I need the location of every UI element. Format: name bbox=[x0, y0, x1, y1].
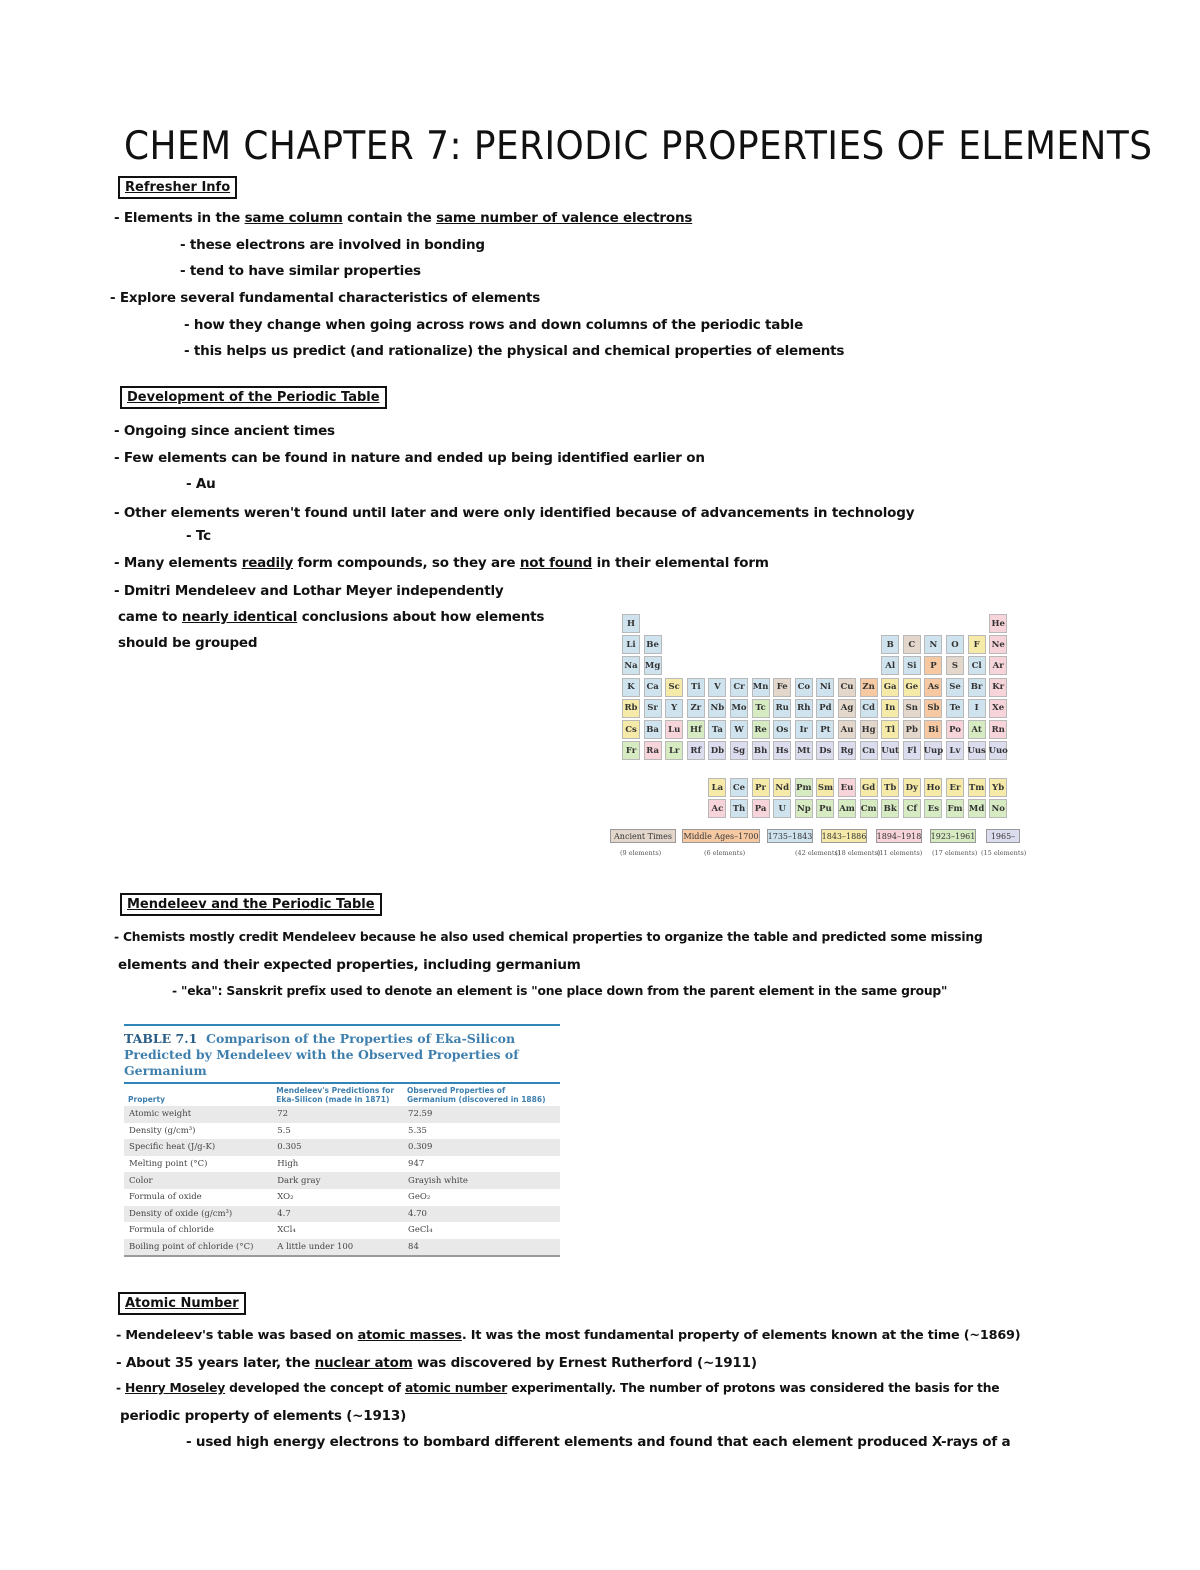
element-cell: Be bbox=[644, 635, 662, 654]
element-cell: Cn bbox=[860, 741, 878, 760]
element-cell: Kr bbox=[989, 678, 1007, 697]
element-cell: Y bbox=[665, 699, 683, 718]
mendeleev-line-3: - "eka": Sanskrit prefix used to denote an element is "one place down from the parent element in the same group" bbox=[172, 984, 948, 998]
text-fragment: - Elements in the bbox=[114, 210, 245, 226]
element-cell: In bbox=[881, 699, 899, 718]
legend-swatch: 1965– bbox=[986, 829, 1020, 843]
legend-count: (17 elements) bbox=[932, 849, 978, 857]
element-cell: Uut bbox=[881, 741, 899, 760]
table-cell: GeCl₄ bbox=[408, 1225, 433, 1236]
table-cell: Melting point (°C) bbox=[129, 1159, 208, 1170]
development-line-8 bbox=[118, 609, 544, 625]
table-row bbox=[124, 1139, 560, 1156]
text-fragment: - bbox=[116, 1381, 125, 1395]
underlined-phrase: atomic masses bbox=[357, 1328, 462, 1343]
comparison-table bbox=[124, 1082, 560, 1257]
element-cell: Si bbox=[903, 656, 921, 675]
underlined-phrase: Henry Moseley bbox=[125, 1381, 226, 1395]
atomic-line-5: - used high energy electrons to bombard different elements and found that each element produced X-rays of a bbox=[186, 1434, 1011, 1450]
element-cell: Ta bbox=[708, 720, 726, 739]
column-header: Mendeleev's Predictions for Eka-Silicon (made in 1871) bbox=[276, 1086, 395, 1104]
development-line-6 bbox=[114, 555, 769, 571]
table-row bbox=[124, 1156, 560, 1173]
element-cell: Er bbox=[946, 778, 964, 797]
element-cell: Ge bbox=[903, 678, 921, 697]
element-cell: H bbox=[622, 614, 640, 633]
table-row bbox=[124, 1206, 560, 1223]
element-cell: Cu bbox=[838, 678, 856, 697]
element-cell: Ga bbox=[881, 678, 899, 697]
element-cell: Fr bbox=[622, 741, 640, 760]
element-cell: F bbox=[968, 635, 986, 654]
text-fragment: in their elemental form bbox=[592, 555, 769, 571]
text-fragment: form compounds, so they are bbox=[292, 555, 520, 571]
element-cell: Br bbox=[968, 678, 986, 697]
table-cell: GeO₂ bbox=[408, 1192, 431, 1203]
element-cell: Sm bbox=[816, 778, 834, 797]
element-cell: Xe bbox=[989, 699, 1007, 718]
table-cell: Density of oxide (g/cm³) bbox=[124, 1206, 272, 1223]
element-cell: Eu bbox=[838, 778, 856, 797]
table-cell: Formula of oxide bbox=[129, 1192, 202, 1203]
table-cell: 4.7 bbox=[272, 1206, 403, 1223]
refresher-line-4: - Explore several fundamental characteristics of elements bbox=[110, 290, 541, 306]
element-cell: Ag bbox=[838, 699, 856, 718]
element-cell: Tm bbox=[968, 778, 986, 797]
element-cell: Au bbox=[838, 720, 856, 739]
element-cell: Te bbox=[946, 699, 964, 718]
development-line-1: - Ongoing since ancient times bbox=[114, 423, 335, 439]
table-cell: Boiling point of chloride (°C) bbox=[124, 1239, 272, 1257]
element-cell: Rg bbox=[838, 741, 856, 760]
element-cell: Gd bbox=[860, 778, 878, 797]
column-header: Observed Properties of Germanium (discovered in 1886) bbox=[407, 1086, 546, 1104]
table-cell: A little under 100 bbox=[272, 1239, 403, 1257]
element-cell: Uup bbox=[924, 741, 942, 760]
element-cell: Tc bbox=[752, 699, 770, 718]
element-cell: V bbox=[708, 678, 726, 697]
table-cell: 0.305 bbox=[272, 1139, 403, 1156]
periodic-table-figure bbox=[614, 612, 1040, 872]
element-cell: B bbox=[881, 635, 899, 654]
element-cell: Se bbox=[946, 678, 964, 697]
element-cell: P bbox=[924, 656, 942, 675]
element-cell: Rb bbox=[622, 699, 640, 718]
text-fragment: was discovered by Ernest Rutherford (~1911) bbox=[412, 1355, 757, 1371]
development-line-9: should be grouped bbox=[118, 635, 258, 651]
section-heading-refresher: Refresher Info bbox=[118, 176, 237, 199]
element-cell: Bi bbox=[924, 720, 942, 739]
underlined-phrase: same column bbox=[244, 210, 343, 226]
element-cell: W bbox=[730, 720, 748, 739]
table-row bbox=[124, 1222, 560, 1239]
underlined-phrase: readily bbox=[241, 555, 293, 571]
element-cell: Cr bbox=[730, 678, 748, 697]
element-cell: Zr bbox=[687, 699, 705, 718]
refresher-line-5: - how they change when going across rows and down columns of the periodic table bbox=[184, 317, 804, 333]
text-fragment: came to bbox=[118, 609, 182, 625]
element-cell: Sb bbox=[924, 699, 942, 718]
element-cell: Cs bbox=[622, 720, 640, 739]
element-cell: Sc bbox=[665, 678, 683, 697]
table-caption-text: Comparison of the Properties of Eka-Silicon Predicted by Mendeleev with the Observed Properties of Germanium bbox=[124, 1031, 519, 1078]
element-cell: C bbox=[903, 635, 921, 654]
element-cell: Rf bbox=[687, 741, 705, 760]
development-line-5: - Tc bbox=[186, 528, 211, 544]
element-cell: Mt bbox=[795, 741, 813, 760]
element-cell: Md bbox=[968, 799, 986, 818]
table-cell: 84 bbox=[403, 1239, 560, 1257]
element-cell: No bbox=[989, 799, 1007, 818]
element-cell: Cm bbox=[860, 799, 878, 818]
element-cell: Yb bbox=[989, 778, 1007, 797]
element-cell: Bk bbox=[881, 799, 899, 818]
element-cell: Rh bbox=[795, 699, 813, 718]
table-cell: Color bbox=[124, 1172, 272, 1189]
element-cell: Tb bbox=[881, 778, 899, 797]
table-row bbox=[124, 1123, 560, 1140]
element-cell: Ac bbox=[708, 799, 726, 818]
text-fragment: experimentally. The number of protons was considered the basis for the bbox=[507, 1381, 1000, 1395]
table-caption-label: TABLE 7.1 bbox=[124, 1031, 198, 1046]
element-cell: Ne bbox=[989, 635, 1007, 654]
legend-swatch: 1843–1886 bbox=[821, 829, 867, 843]
element-cell: Pd bbox=[816, 699, 834, 718]
development-line-4: - Other elements weren't found until later and were only identified because of advancements in technology bbox=[114, 505, 915, 521]
legend-count: (11 elements) bbox=[877, 849, 923, 857]
atomic-line-3 bbox=[116, 1381, 999, 1395]
element-cell: Re bbox=[752, 720, 770, 739]
table-cell: 5.5 bbox=[277, 1125, 291, 1136]
element-cell: La bbox=[708, 778, 726, 797]
element-cell: I bbox=[968, 699, 986, 718]
legend-swatch: Middle Ages–1700 bbox=[682, 829, 760, 843]
element-cell: Fe bbox=[773, 678, 791, 697]
element-cell: Os bbox=[773, 720, 791, 739]
table-cell: XO₂ bbox=[277, 1192, 294, 1203]
refresher-line-1 bbox=[114, 210, 692, 226]
legend-count: (18 elements) bbox=[835, 849, 881, 857]
legend-count: (9 elements) bbox=[620, 849, 662, 857]
element-cell: Rn bbox=[989, 720, 1007, 739]
text-fragment: - Mendeleev's table was based on bbox=[116, 1328, 358, 1343]
element-cell: Zn bbox=[860, 678, 878, 697]
element-cell: Nd bbox=[773, 778, 791, 797]
element-cell: K bbox=[622, 678, 640, 697]
mendeleev-line-2: elements and their expected properties, including germanium bbox=[118, 957, 581, 973]
element-cell: Ce bbox=[730, 778, 748, 797]
page-title: CHEM CHAPTER 7: PERIODIC PROPERTIES OF ELEMENTS bbox=[124, 124, 1153, 169]
element-cell: Ds bbox=[816, 741, 834, 760]
element-cell: Th bbox=[730, 799, 748, 818]
element-cell: Mn bbox=[752, 678, 770, 697]
element-cell: Cd bbox=[860, 699, 878, 718]
element-cell: Ru bbox=[773, 699, 791, 718]
element-cell: Mg bbox=[644, 656, 662, 675]
legend-count: (42 elements) bbox=[795, 849, 841, 857]
element-cell: Po bbox=[946, 720, 964, 739]
table-cell: XCl₄ bbox=[277, 1225, 296, 1236]
element-cell: Hs bbox=[773, 741, 791, 760]
table-cell: High bbox=[277, 1159, 299, 1170]
element-cell: Ho bbox=[924, 778, 942, 797]
refresher-line-2: - these electrons are involved in bonding bbox=[180, 237, 485, 253]
table-cell: Grayish white bbox=[403, 1172, 560, 1189]
column-header: Property bbox=[128, 1095, 165, 1104]
table-body bbox=[124, 1106, 560, 1256]
element-cell: Pu bbox=[816, 799, 834, 818]
element-cell: He bbox=[989, 614, 1007, 633]
element-cell: Ar bbox=[989, 656, 1007, 675]
element-cell: Cl bbox=[968, 656, 986, 675]
section-heading-atomic: Atomic Number bbox=[118, 1292, 246, 1315]
text-fragment: contain the bbox=[342, 210, 437, 226]
element-cell: As bbox=[924, 678, 942, 697]
element-cell: Hf bbox=[687, 720, 705, 739]
development-line-2: - Few elements can be found in nature and ended up being identified earlier on bbox=[114, 450, 705, 466]
element-cell: S bbox=[946, 656, 964, 675]
element-cell: Ni bbox=[816, 678, 834, 697]
text-fragment: - Many elements bbox=[114, 555, 242, 571]
element-cell: Ra bbox=[644, 741, 662, 760]
development-line-7: - Dmitri Mendeleev and Lothar Meyer independently bbox=[114, 583, 504, 599]
element-cell: Ir bbox=[795, 720, 813, 739]
element-cell: Mo bbox=[730, 699, 748, 718]
element-cell: Ca bbox=[644, 678, 662, 697]
element-cell: Na bbox=[622, 656, 640, 675]
element-cell: Pm bbox=[795, 778, 813, 797]
legend-swatch: 1735–1843 bbox=[767, 829, 813, 843]
element-cell: Tl bbox=[881, 720, 899, 739]
element-cell: Lv bbox=[946, 741, 964, 760]
element-cell: Li bbox=[622, 635, 640, 654]
table-cell: Atomic weight bbox=[124, 1106, 272, 1123]
table-cell: Density (g/cm³) bbox=[129, 1125, 196, 1136]
element-cell: Pr bbox=[752, 778, 770, 797]
element-cell: Pt bbox=[816, 720, 834, 739]
element-cell: Fm bbox=[946, 799, 964, 818]
refresher-line-3: - tend to have similar properties bbox=[180, 263, 421, 279]
table-row bbox=[124, 1239, 560, 1257]
table-cell: 72 bbox=[272, 1106, 403, 1123]
table-cell: Formula of chloride bbox=[129, 1225, 214, 1236]
table-row bbox=[124, 1172, 560, 1189]
table-cell: 4.70 bbox=[403, 1206, 560, 1223]
element-cell: Dy bbox=[903, 778, 921, 797]
element-cell: Db bbox=[708, 741, 726, 760]
element-cell: Sr bbox=[644, 699, 662, 718]
atomic-line-1 bbox=[116, 1328, 1020, 1343]
element-cell: Lu bbox=[665, 720, 683, 739]
table-cell: Dark gray bbox=[272, 1172, 403, 1189]
development-line-3: - Au bbox=[186, 476, 216, 492]
underlined-phrase: not found bbox=[519, 555, 593, 571]
table-cell: 0.309 bbox=[403, 1139, 560, 1156]
element-cell: Hg bbox=[860, 720, 878, 739]
element-cell: Pb bbox=[903, 720, 921, 739]
underlined-phrase: same number of valence electrons bbox=[436, 210, 693, 226]
element-cell: Sn bbox=[903, 699, 921, 718]
text-fragment: developed the concept of bbox=[225, 1381, 405, 1395]
table-caption bbox=[124, 1024, 560, 1079]
element-cell: Es bbox=[924, 799, 942, 818]
text-fragment: - About 35 years later, the bbox=[116, 1355, 315, 1371]
underlined-phrase: atomic number bbox=[404, 1381, 508, 1395]
section-heading-mendeleev: Mendeleev and the Periodic Table bbox=[120, 893, 382, 916]
element-cell: Am bbox=[838, 799, 856, 818]
legend-count: (15 elements) bbox=[981, 849, 1027, 857]
legend-count: (6 elements) bbox=[704, 849, 746, 857]
element-cell: Fl bbox=[903, 741, 921, 760]
legend-swatch: 1894–1918 bbox=[876, 829, 922, 843]
atomic-line-2 bbox=[116, 1355, 757, 1371]
table-header-row bbox=[124, 1083, 560, 1106]
mendeleev-line-1: - Chemists mostly credit Mendeleev because he also used chemical properties to organize the table and predicted some missing bbox=[114, 930, 983, 944]
element-cell: N bbox=[924, 635, 942, 654]
text-fragment: . It was the most fundamental property of elements known at the time (~1869) bbox=[461, 1328, 1021, 1343]
element-cell: Bh bbox=[752, 741, 770, 760]
table-7-1 bbox=[124, 1024, 560, 1257]
element-cell: U bbox=[773, 799, 791, 818]
table-row bbox=[124, 1106, 560, 1123]
element-cell: At bbox=[968, 720, 986, 739]
element-cell: Uuo bbox=[989, 741, 1007, 760]
underlined-phrase: nearly identical bbox=[181, 609, 298, 625]
table-cell: 947 bbox=[408, 1159, 425, 1170]
table-cell: 5.35 bbox=[408, 1125, 427, 1136]
element-cell: Ti bbox=[687, 678, 705, 697]
underlined-phrase: nuclear atom bbox=[314, 1355, 413, 1371]
element-cell: Cf bbox=[903, 799, 921, 818]
element-cell: Np bbox=[795, 799, 813, 818]
legend-swatch: Ancient Times bbox=[610, 829, 676, 843]
element-cell: Uus bbox=[968, 741, 986, 760]
element-cell: Sg bbox=[730, 741, 748, 760]
refresher-line-6: - this helps us predict (and rationalize) the physical and chemical properties of elements bbox=[184, 343, 845, 359]
element-cell: Al bbox=[881, 656, 899, 675]
section-heading-development: Development of the Periodic Table bbox=[120, 386, 387, 409]
table-row bbox=[124, 1189, 560, 1206]
element-cell: Co bbox=[795, 678, 813, 697]
table-cell: Specific heat (J/g-K) bbox=[124, 1139, 272, 1156]
table-cell: 72.59 bbox=[403, 1106, 560, 1123]
element-cell: Pa bbox=[752, 799, 770, 818]
legend-swatch: 1923–1961 bbox=[930, 829, 976, 843]
element-cell: Nb bbox=[708, 699, 726, 718]
text-fragment: conclusions about how elements bbox=[297, 609, 545, 625]
element-cell: Lr bbox=[665, 741, 683, 760]
atomic-line-4: periodic property of elements (~1913) bbox=[120, 1408, 407, 1424]
element-cell: Ba bbox=[644, 720, 662, 739]
element-cell: O bbox=[946, 635, 964, 654]
